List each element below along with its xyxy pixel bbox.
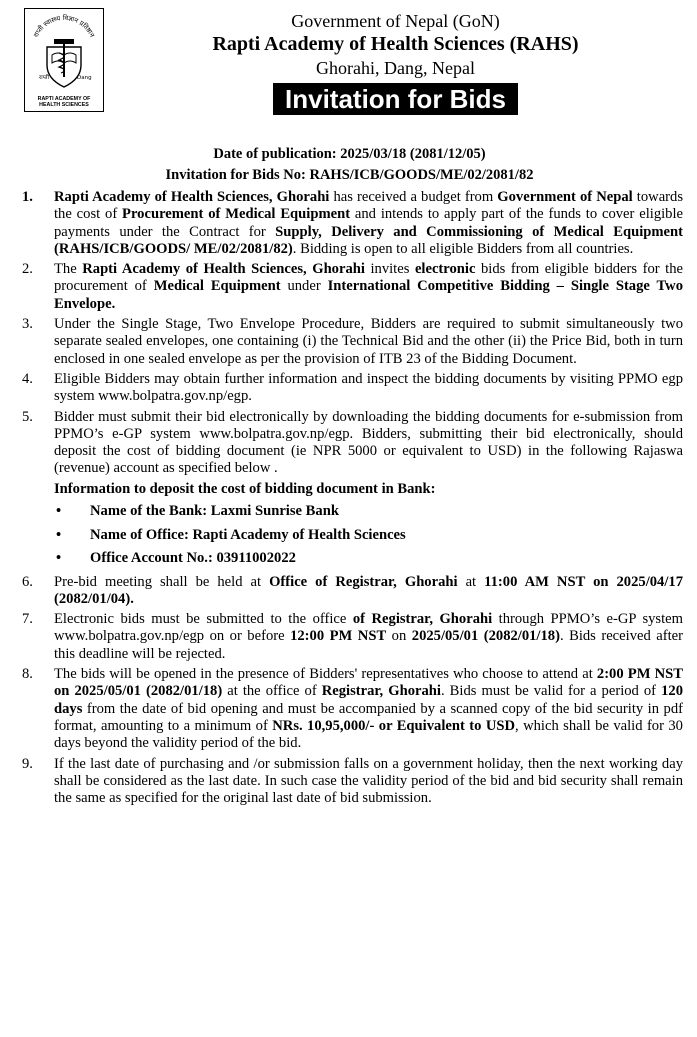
title-wrap bbox=[108, 83, 683, 115]
clause-text-segment: has received a budget from bbox=[329, 189, 498, 205]
clause-text-segment: Office of Registrar, Ghorahi bbox=[269, 573, 458, 590]
clause-text-segment: , which shall be valid for 30 days beyond the validity period of the bid. bbox=[54, 717, 683, 752]
header-titles bbox=[108, 10, 683, 115]
clause-text-segment: towards the cost of bbox=[54, 189, 684, 223]
clause-number: 3. bbox=[22, 316, 33, 333]
clause-text bbox=[54, 189, 683, 258]
clause-9 bbox=[16, 756, 683, 808]
clause-number: 7. bbox=[22, 611, 33, 628]
clause-text-segment: under bbox=[280, 278, 328, 295]
logo-caption bbox=[25, 96, 103, 108]
notice-title: Invitation for Bids bbox=[273, 83, 518, 115]
clause-number: 8. bbox=[22, 666, 33, 683]
government-name: Government of Nepal (GoN) bbox=[291, 11, 500, 31]
clause-text-segment: Under the Single Stage, Two Envelope Procedure, Bidders are required to submit simultaneously two separate sealed envelopes, one containing (i) the Technical Bid and the other (ii) the Price Bid, both in turn enclosed in one sealed envelope as per the provision of ITB 23 of the Bidding Document. bbox=[54, 316, 683, 367]
clause-text-segment: electronic bbox=[414, 261, 476, 278]
clause-number: 2. bbox=[22, 261, 33, 278]
clause-text-segment: 2:00 PM NST on 2025/05/01 (2082/01/18) bbox=[54, 666, 683, 700]
clause-text-segment: Medical Equipment bbox=[153, 278, 281, 295]
logo-left-word: राप्ती bbox=[39, 75, 49, 81]
clause-text bbox=[54, 666, 683, 752]
clause-number: 1. bbox=[22, 189, 33, 205]
bank-info-text: Name of Office: Rapti Academy of Health Sciences bbox=[90, 526, 406, 543]
clause-text bbox=[54, 574, 683, 609]
clause-text-segment: The bids will be opened in the presence of Bidders' representatives who choose to attend at bbox=[54, 666, 597, 683]
clause-1 bbox=[16, 189, 683, 258]
clause-text-segment: bids from eligible bidders for the procurement of bbox=[54, 261, 683, 295]
clause-text-segment: 11:00 AM NST on 2025/04/17 (2082/01/04). bbox=[54, 573, 683, 607]
clause-text-segment: If the last date of purchasing and /or submission falls on a government holiday, then the next working day shall be considered as the last date. In such case the validity period of the bid and bid security shall remain the same as specified for the original last date of bid submission. bbox=[54, 755, 683, 807]
clause-text-segment: NRs. 10,95,000/- or Equivalent to USD bbox=[272, 717, 516, 734]
clause-number: 4. bbox=[22, 370, 33, 387]
clause-text-segment: at bbox=[457, 573, 485, 590]
clause-text-segment: 2025/05/01 (2082/01/18) bbox=[411, 628, 560, 645]
clause-3 bbox=[16, 316, 683, 368]
clause-text-segment: Supply, Delivery and Commissioning of Medical Equipment (RAHS/ICB/GOODS/ ME/02/2081/82) bbox=[54, 223, 683, 257]
clause-text-segment: 120 days bbox=[54, 683, 683, 717]
clause-text-segment: at the office of bbox=[222, 683, 322, 700]
logo-caption-line1: RAPTI ACADEMY OF bbox=[37, 96, 91, 102]
clause-number: 9. bbox=[22, 755, 33, 772]
clause-text-segment: from the date of bid opening and must be accompanied by a scanned copy of the bid security in pdf format, amounting to a minimum of bbox=[54, 700, 683, 734]
bullet-icon: • bbox=[56, 550, 62, 567]
academy-name: Rapti Academy of Health Sciences (RAHS) bbox=[212, 33, 579, 55]
clause-text-segment: International Competitive Bidding – Single Stage Two Envelope. bbox=[54, 278, 683, 312]
clause-text-segment: through PPMO’s e-GP system www.bolpatra.gov.np/egp on or before bbox=[54, 611, 683, 645]
clause-text-segment: 12:00 PM NST bbox=[290, 628, 387, 645]
bank-info-heading: Information to deposit the cost of bidding document in Bank: bbox=[54, 480, 436, 497]
clause-text-segment: on bbox=[386, 628, 412, 645]
bid-clauses bbox=[16, 189, 683, 807]
bid-number: Invitation for Bids No: RAHS/ICB/GOODS/ME/02/2081/82 bbox=[165, 167, 534, 183]
academy-location: Ghorahi, Dang, Nepal bbox=[316, 58, 475, 78]
logo-caption-line2: HEALTH SCIENCES bbox=[39, 102, 89, 108]
clause-text-segment: Government of Nepal bbox=[497, 189, 633, 205]
clause-text-segment: Pre-bid meeting shall be held at bbox=[54, 573, 270, 590]
logo-emblem-icon bbox=[25, 9, 103, 95]
clause-4 bbox=[16, 371, 683, 406]
bullet-icon: • bbox=[56, 526, 62, 543]
clause-text-segment: The bbox=[54, 261, 83, 278]
bank-info-text: Office Account No.: 03911002022 bbox=[90, 550, 296, 567]
clause-text-segment: of Registrar, Ghorahi bbox=[352, 611, 493, 628]
logo-arc-text: राप्ती स्वास्थ्य विज्ञान प्रतिष्ठान bbox=[31, 13, 97, 39]
notice-meta bbox=[16, 144, 683, 186]
publication-date: Date of publication: 2025/03/18 (2081/12/05) bbox=[213, 146, 486, 162]
clause-text bbox=[54, 611, 683, 663]
bank-info-text: Name of the Bank: Laxmi Sunrise Bank bbox=[90, 503, 339, 520]
clause-text bbox=[54, 371, 683, 406]
clause-text-segment: invites bbox=[364, 261, 415, 278]
clause-text-segment: Registrar, Ghorahi bbox=[321, 683, 441, 700]
clause-number: 6. bbox=[22, 573, 33, 590]
bullet-icon: • bbox=[56, 503, 62, 520]
clause-text-segment: and intends to apply part of the funds to cover eligible payments under the Contract for bbox=[54, 206, 684, 240]
header bbox=[16, 0, 683, 140]
bank-info-list bbox=[54, 500, 683, 571]
clause-text-segment: . Bids received after this deadline will be rejected. bbox=[54, 628, 683, 662]
clause-text bbox=[54, 756, 683, 808]
bank-info-item bbox=[54, 524, 683, 548]
clause-text-segment: Bidder must submit their bid electronically by downloading the bidding documents for e-submission from PPMO’s e-GP system www.bolpatra.gov.np/egp. Bidders, submitting their bid electronically, should deposit the cost of bidding document (ie NPR 5000 or equivalent to USD) in the following Rajaswa (revenue) account as specified below . bbox=[54, 408, 683, 477]
clause-text-segment: Rapti Academy of Health Sciences, Ghorahi bbox=[54, 189, 330, 205]
clause-5 bbox=[16, 409, 683, 571]
clause-text-segment: . Bids must be valid for a period of bbox=[440, 683, 662, 700]
rahs-logo bbox=[24, 8, 104, 112]
clause-number: 5. bbox=[22, 408, 33, 425]
clause-text-segment: Electronic bids must be submitted to the office bbox=[54, 611, 353, 628]
clause-text-segment: Eligible Bidders may obtain further information and inspect the bidding documents by visiting PPMO egp system www.bolpatra.gov.np/egp. bbox=[54, 370, 683, 405]
clause-6 bbox=[16, 574, 683, 609]
logo-right-word: Dang bbox=[77, 75, 92, 81]
clause-text bbox=[54, 261, 683, 313]
clause-2 bbox=[16, 261, 683, 313]
clause-text-segment: Rapti Academy of Health Sciences, Ghorahi bbox=[82, 261, 365, 278]
bank-info-item bbox=[54, 547, 683, 571]
bank-info-item bbox=[54, 500, 683, 524]
clause-text-segment: . Bidding is open to all eligible Bidders from all countries. bbox=[292, 240, 634, 257]
clause-text bbox=[54, 409, 683, 478]
clause-7 bbox=[16, 611, 683, 663]
clause-text-segment: Procurement of Medical Equipment bbox=[122, 206, 351, 223]
clause-text bbox=[54, 316, 683, 368]
clause-8 bbox=[16, 666, 683, 752]
svg-text:राप्ती स्वास्थ्य विज्ञान प्रति bbox=[32, 14, 96, 39]
